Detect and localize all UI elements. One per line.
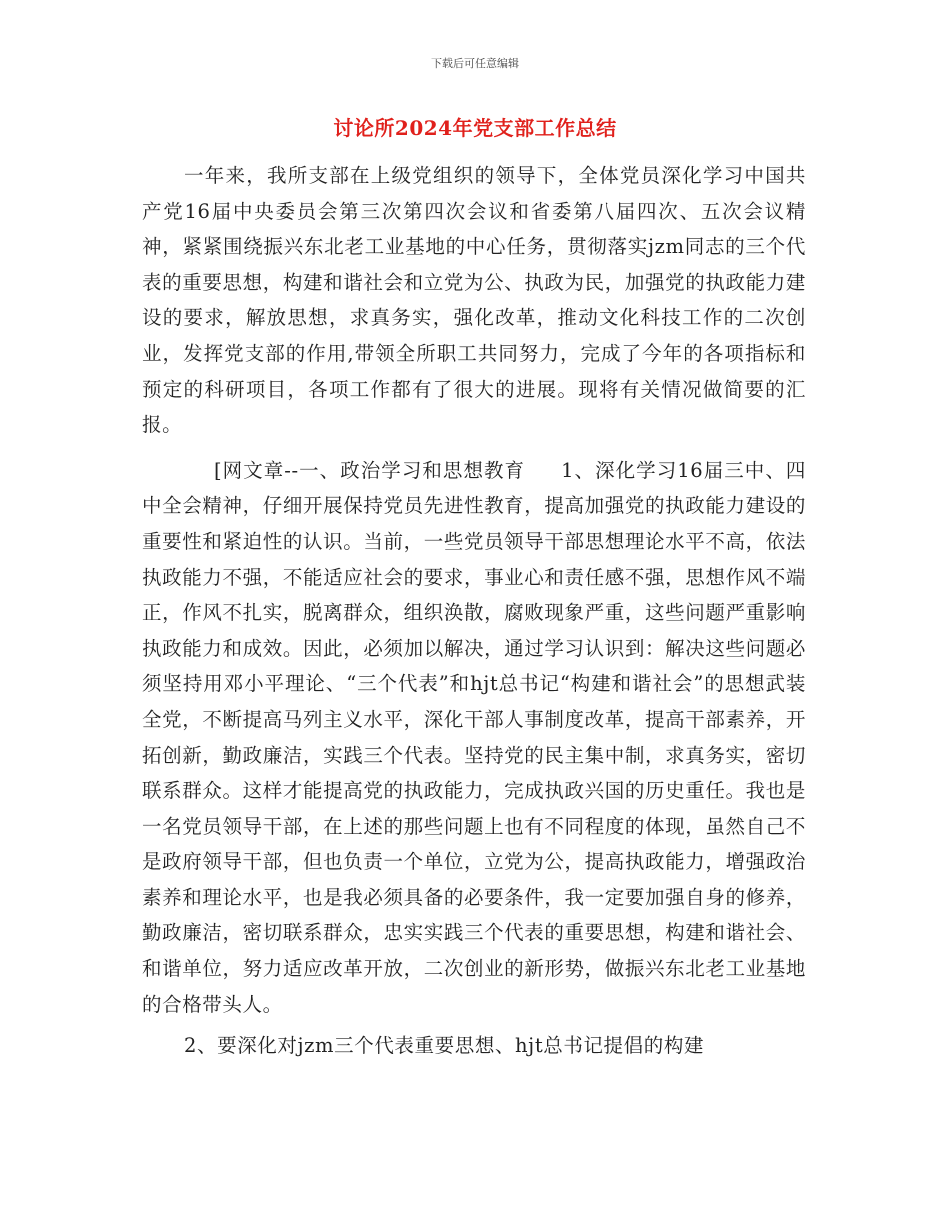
document-title: 讨论所2024年党支部工作总结	[333, 116, 617, 140]
section-heading: [网文章--一、政治学习和思想教育	[214, 458, 526, 482]
document-body	[142, 158, 806, 1064]
paragraph-political-study	[142, 453, 806, 1023]
paragraph-intro	[142, 158, 806, 443]
page-header-note: 下载后可任意编辑	[431, 57, 519, 70]
paragraph-point-two	[142, 1028, 806, 1064]
paragraph-intro-text: 一年来，我所支部在上级党组织的领导下，全体党员深化学习中国共产党16届中央委员会第三次第四次会议和省委第八届四次、五次会议精神，紧紧围绕振兴东北老工业基地的中心任务，贯彻落实jzm同志的三个代表的重要思想，构建和谐社会和立党为公、执政为民，加强党的执政能力建设的要求，解放思想，求真务实，强化改革，推动文化科技工作的二次创业，发挥党支部的作用,带领全所职工共同努力，完成了今年的各项指标和预定的科研项目，各项工作都有了很大的进展。现将有关情况做简要的汇报。	[142, 164, 806, 437]
paragraph-point-two-text: 2、要深化对jzm三个代表重要思想、hjt总书记提倡的构建	[184, 1034, 705, 1058]
paragraph-political-study-text: 1、深化学习16届三中、四中全会精神，仔细开展保持党员先进性教育，提高加强党的执政能力建设的重要性和紧迫性的认识。当前，一些党员领导干部思想理论水平不高，依法执政能力不强，不能适应社会的要求，事业心和责任感不强，思想作风不端正，作风不扎实，脱离群众，组织涣散，腐败现象严重，这些问题严重影响执政能力和成效。因此，必须加以解决，通过学习认识到：解决这些问题必须坚持用邓小平理论、“三个代表”和hjt总书记“构建和谐社会”的思想武装全党，不断提高马列主义水平，深化干部人事制度改革，提高干部素养，开拓创新，勤政廉洁，实践三个代表。坚持党的民主集中制，求真务实，密切联系群众。这样才能提高党的执政能力，完成执政兴国的历史重任。我也是一名党员领导干部，在上述的那些问题上也有不同程度的体现，虽然自己不是政府领导干部，但也负责一个单位，立党为公，提高执政能力，增强政治素养和理论水平，也是我必须具备的必要条件，我一定要加强自身的修养，勤政廉洁，密切联系群众，忠实实践三个代表的重要思想，构建和谐社会、和谐单位，努力适应改革开放，二次创业的新形势，做振兴东北老工业基地的合格带头人。	[142, 458, 806, 1016]
